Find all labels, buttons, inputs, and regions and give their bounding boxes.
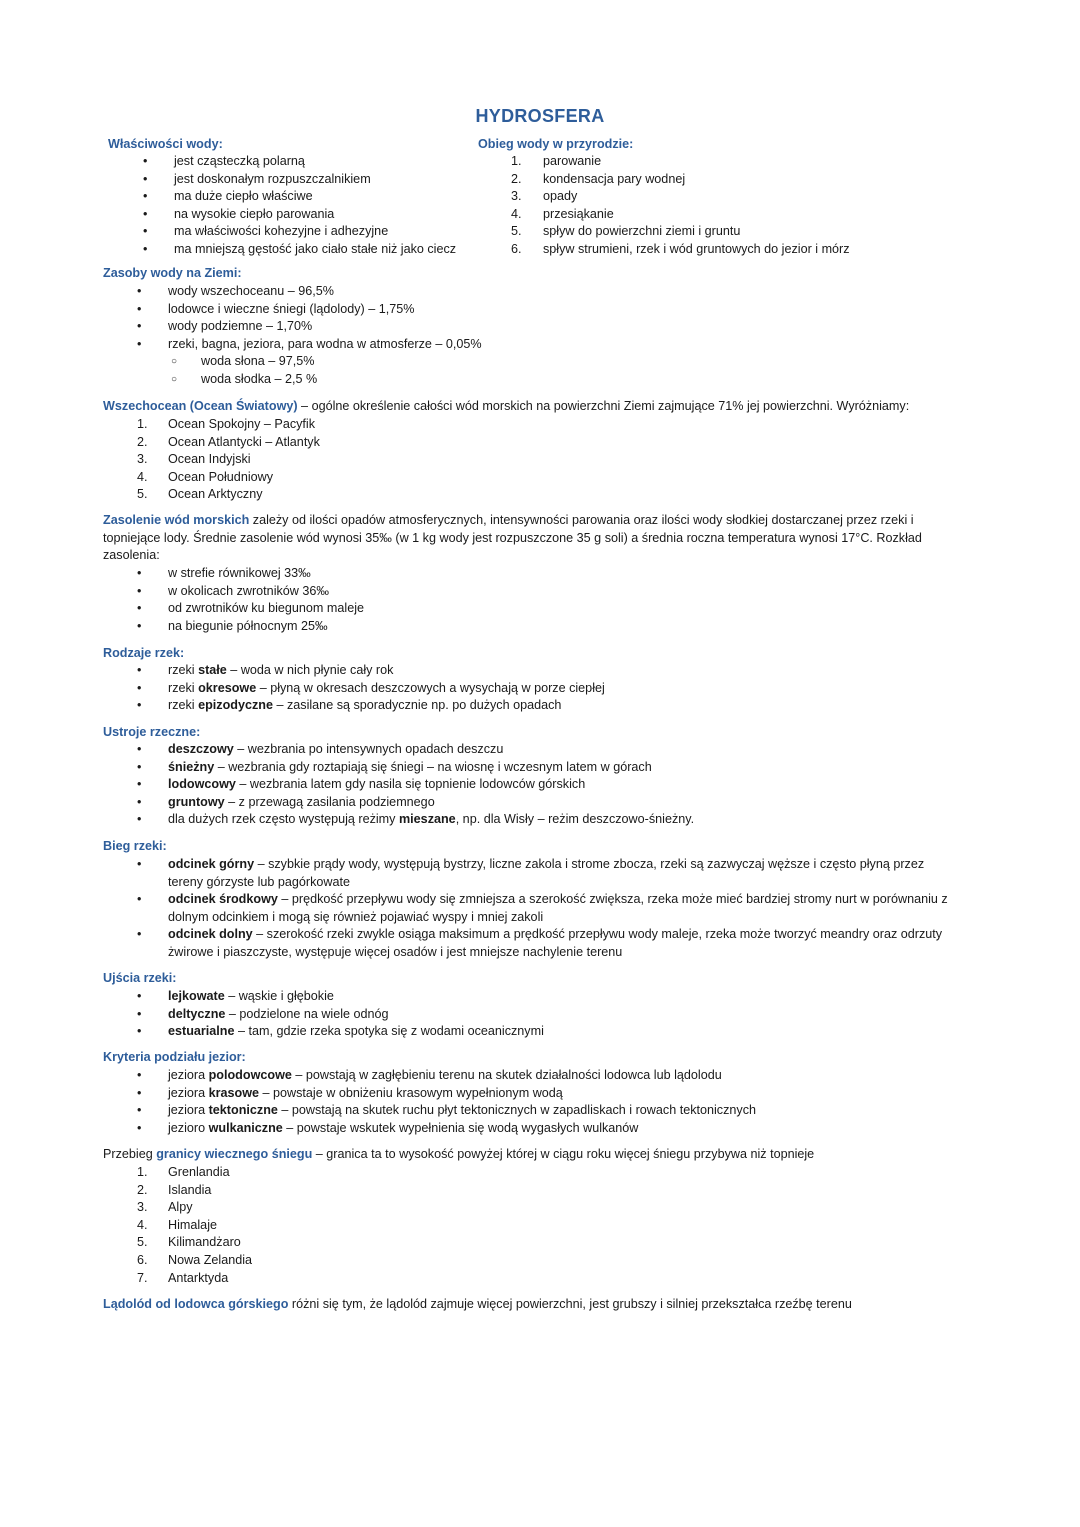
- ujscia-heading: Ujścia rzeki:: [103, 971, 177, 985]
- list-item: • wody wszechoceanu – 96,5%: [137, 284, 334, 298]
- list-item: • na wysokie ciepło parowania: [143, 206, 335, 221]
- list-item: 5. spływ do powierzchni ziemi i gruntu: [511, 224, 741, 239]
- bieg-list: [0, 856, 1000, 962]
- list-item: • ma właściwości kohezyjne i adhezyjne: [143, 224, 389, 239]
- list-item: 6. spływ strumieni, rzek i wód gruntowych do jezior i mórz: [511, 241, 850, 256]
- ustroje-heading: Ustroje rzeczne:: [103, 725, 201, 739]
- list-item: • wody podziemne – 1,70%: [137, 319, 313, 334]
- list-item: • odcinek dolny – szerokość rzeki zwykle osiąga maksimum a prędkość przepływu wody maleje, rzeka może tworzyć meandry oraz odrzuty: [137, 927, 943, 942]
- list-item: • ma mniejszą gęstość jako ciało stałe niż jako ciecz: [143, 241, 457, 256]
- list-item: 1. Grenlandia: [137, 1165, 230, 1179]
- ladolod-paragraph: Lądolód od lodowca górskiego różni się tym, że lądolód zajmuje więcej powierzchni, jest grubszy i silniej przekształca rzeźbę terenu: [103, 1297, 852, 1311]
- list-item: • na biegunie północnym 25‰: [137, 618, 328, 633]
- wszechocean-term: Wszechocean (Ocean Światowy): [103, 399, 298, 413]
- list-item: • estuarialne – tam, gdzie rzeka spotyka się z wodami oceanicznymi: [137, 1024, 544, 1039]
- obieg-heading: Obieg wody w przyrodzie:: [478, 137, 634, 151]
- list-item: 5. Kilimandżaro: [137, 1235, 241, 1250]
- list-item: 1. Ocean Spokojny – Pacyfik: [137, 417, 316, 431]
- list-item: • dla dużych rzek często występują reżimy mieszane, np. dla Wisły – reżim deszczowo-śnieżny.: [137, 812, 695, 827]
- list-item: • lodowce i wieczne śniegi (lądolody) – 1,75%: [137, 301, 415, 316]
- list-item: • deltyczne – podzielone na wiele odnóg: [137, 1006, 389, 1021]
- list-item: • jeziora krasowe – powstaje w obniżeniu krasowym wypełnionym wodą: [137, 1085, 563, 1100]
- zasolenie-line-1: Zasolenie wód morskich zależy od ilości opadów atmosferycznych, intensywności parowania oraz ilości wody słodkiej dostarczanej przez rzeki i: [103, 513, 914, 527]
- rodzaje-heading: Rodzaje rzek:: [103, 646, 185, 660]
- list-item: • rzeki stałe – woda w nich płynie cały rok: [137, 663, 394, 677]
- list-item: 3. opady: [511, 189, 578, 204]
- page-title: HYDROSFERA: [475, 106, 605, 126]
- list-item: • lodowcowy – wezbrania latem gdy nasila się topnienie lodowców górskich: [137, 777, 586, 792]
- list-item: 4. Ocean Południowy: [137, 469, 274, 484]
- list-item: 2. Islandia: [137, 1182, 212, 1197]
- snieg-term: granicy wiecznego śniegu: [156, 1147, 313, 1161]
- zasolenie-line-2: topniejące lody. Średnie zasolenie wód wynosi 35‰ (w 1 kg wody jest rozpuszczone 35 g soli) a średnia roczna temperatura wynosi 17°C. Rozkład: [103, 531, 922, 545]
- list-item: • śnieżny – wezbrania gdy roztapiają się śniegi – na wiosnę i wczesnym latem w górach: [137, 759, 652, 774]
- list-item-continuation: tereny górzyste lub pagórkowate: [168, 874, 351, 889]
- wlasciwosci-heading: Właściwości wody:: [108, 137, 223, 151]
- list-item: • jeziora polodowcowe – powstają w zagłębieniu terenu na skutek działalności lodowca lub lądolodu: [137, 1068, 722, 1082]
- wszechocean-paragraph: Wszechocean (Ocean Światowy) – ogólne określenie całości wód morskich na powierzchni Ziemi zajmujące 71% jej powierzchni. Wyróżniamy:: [103, 399, 910, 413]
- list-item-continuation: żwirowe i piaszczyste, występuje więcej osadów i jest mniejsze nachylenie terenu: [168, 944, 623, 959]
- snieg-paragraph: Przebieg granicy wiecznego śniegu – granica ta to wysokość powyżej której w ciągu roku więcej śniegu przybywa niż topnieje: [103, 1147, 815, 1161]
- list-item: 5. Ocean Arktyczny: [137, 487, 263, 502]
- list-item: • rzeki okresowe – płyną w okresach deszczowych a wysychają w porze ciepłej: [137, 680, 605, 695]
- rodzaje-list: [0, 662, 900, 715]
- zasoby-heading: Zasoby wody na Ziemi:: [103, 266, 242, 280]
- list-item: 4. przesiąkanie: [511, 206, 614, 221]
- list-item: • odcinek środkowy – prędkość przepływu wody się zmniejsza a szerokość zwiększa, rzeka może mieć bardziej stromy nurt w porównaniu z: [137, 892, 948, 907]
- list-item: 4. Himalaje: [137, 1217, 217, 1232]
- ujscia-list: [0, 988, 900, 1041]
- list-item: • ma duże ciepło właściwe: [143, 189, 313, 204]
- list-item: 6. Nowa Zelandia: [137, 1252, 253, 1267]
- list-item: • odcinek górny – szybkie prądy wody, występują bystrzy, liczne zakola i strome zbocza, rzeki są zazwyczaj węższe i często płyną przez: [137, 857, 925, 871]
- zasoby-list: [0, 283, 600, 389]
- list-item: • w okolicach zwrotników 36‰: [137, 583, 329, 598]
- list-item: • rzeki, bagna, jeziora, para wodna w atmosferze – 0,05%: [137, 336, 482, 351]
- list-item: • rzeki epizodyczne – zasilane są sporadycznie np. po dużych opadach: [137, 698, 562, 713]
- zasolenie-term: Zasolenie wód morskich: [103, 513, 250, 527]
- list-item: 1. parowanie: [511, 154, 602, 168]
- ladolod-term: Lądolód od lodowca górskiego: [103, 1297, 289, 1311]
- list-subitem: ○ woda słona – 97,5%: [171, 354, 315, 369]
- list-item: 2. kondensacja pary wodnej: [511, 171, 686, 186]
- list-item: • w strefie równikowej 33‰: [137, 566, 311, 580]
- ustroje-list: [0, 741, 900, 829]
- list-item: • od zwrotników ku biegunom maleje: [137, 601, 365, 616]
- oceans-list: [0, 416, 600, 504]
- jeziora-list: [0, 1067, 900, 1137]
- list-item: 2. Ocean Atlantycki – Atlantyk: [137, 434, 320, 449]
- snieg-list: [0, 1164, 600, 1287]
- bieg-heading: Bieg rzeki:: [103, 839, 167, 853]
- list-item: • lejkowate – wąskie i głębokie: [137, 989, 334, 1003]
- list-item: 3. Ocean Indyjski: [137, 452, 251, 467]
- list-item: 3. Alpy: [137, 1200, 193, 1215]
- list-item: • jezioro wulkaniczne – powstaje wskutek wypełnienia się wodą wygasłych wulkanów: [137, 1120, 639, 1135]
- zasolenie-list: [0, 565, 600, 635]
- list-item: • deszczowy – wezbrania po intensywnych opadach deszczu: [137, 742, 504, 756]
- zasolenie-line-3: zasolenia:: [103, 548, 160, 562]
- list-item: 7. Antarktyda: [137, 1270, 229, 1285]
- list-item-continuation: dolnym odcinkiem i mogą się również pojawiać wyspy i mniej zakoli: [168, 909, 544, 924]
- list-item: • gruntowy – z przewagą zasilania podziemnego: [137, 794, 435, 809]
- obieg-list: [0, 153, 1000, 259]
- list-item: • jest cząsteczką polarną: [143, 154, 305, 168]
- list-item: • jest doskonałym rozpuszczalnikiem: [143, 171, 371, 186]
- list-item: • jeziora tektoniczne – powstają na skutek ruchu płyt tektonicznych w zapadliskach i rowach tektonicznych: [137, 1103, 756, 1118]
- list-subitem: ○ woda słodka – 2,5 %: [171, 371, 318, 386]
- jeziora-heading: Kryteria podziału jezior:: [103, 1050, 246, 1064]
